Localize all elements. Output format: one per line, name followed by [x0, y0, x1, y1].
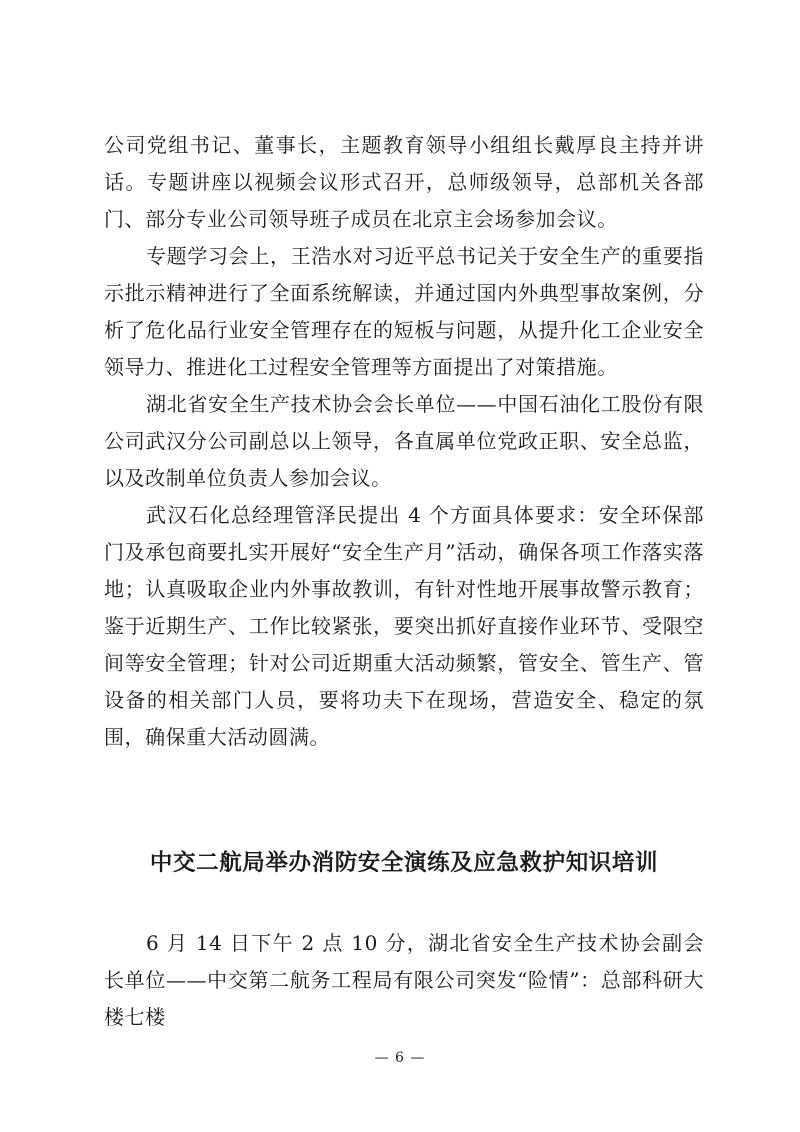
section-title: 中交二航局举办消防安全演练及应急救护知识培训: [149, 850, 659, 876]
paragraph: 公司党组书记、董事长，主题教育领导小组组长戴厚良主持并讲话。专题讲座以视频会议形式召开，总师级领导，总部机关各部门、部分专业公司领导班子成员在北京主会场参加会议。: [104, 133, 704, 231]
paragraph: 专题学习会上，王浩水对习近平总书记关于安全生产的重要指示批示精神进行了全面系统解读，并通过国内外典型事故案例，分析了危化品行业安全管理存在的短板与问题，从提升化工企业安全领导力、推进化工过程安全管理等方面提出了对策措施。: [104, 244, 704, 379]
article-body: [104, 127, 704, 756]
article-body: [104, 925, 704, 1036]
page-number: — 6 —: [374, 1050, 426, 1066]
paragraph: 6 月 14 日下午 2 点 10 分，湖北省安全生产技术协会副会长单位——中交第二航务工程局有限公司突发“险情”：总部科研大楼七楼: [104, 931, 704, 1029]
paragraph: 武汉石化总经理管泽民提出 4 个方面具体要求：安全环保部门及承包商要扎实开展好“安全生产月”活动，确保各项工作落实落地；认真吸取企业内外事故教训，有针对性地开展事故警示教育；鉴于近期生产、工作比较紧张，要突出抓好直接作业环节、受限空间等安全管理；针对公司近期重大活动频繁，管安全、管生产、管设备的相关部门人员，要将功夫下在现场，营造安全、稳定的氛围，确保重大活动圆满。: [104, 503, 704, 749]
paragraph: 湖北省安全生产技术协会会长单位——中国石油化工股份有限公司武汉分公司副总以上领导，各直属单位党政正职、安全总监，以及改制单位负责人参加会议。: [104, 392, 704, 490]
